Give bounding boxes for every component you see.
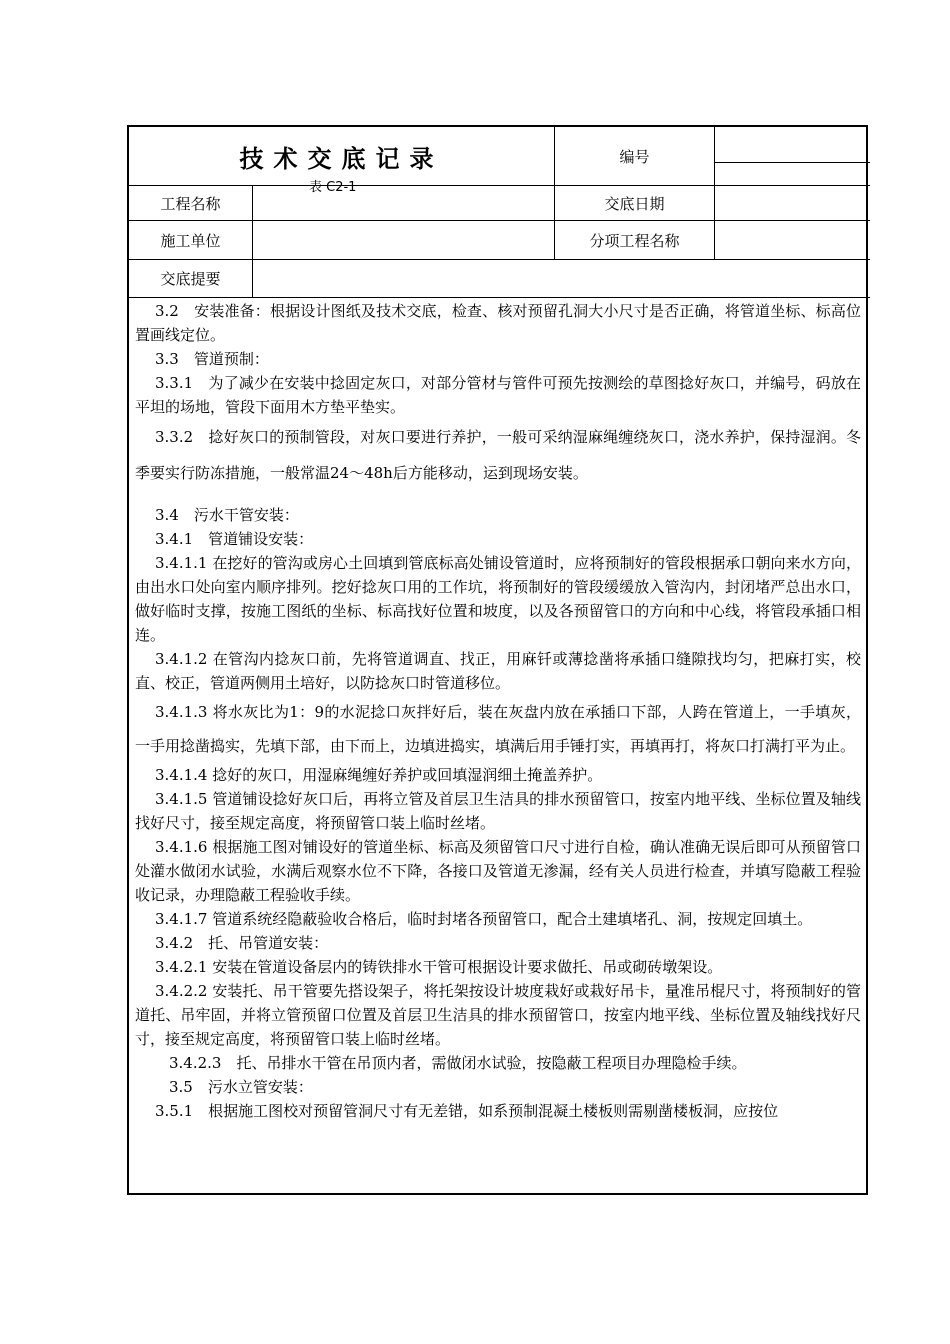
date-label: 交底日期 bbox=[604, 194, 665, 213]
paragraph: 3.4.1.3 将水灰比为1：9的水泥捻口灰拌好后，装在灰盘内放在承插口下部，人跨在管道上，一手填灰，一手用捻凿捣实，先填下部，由下而上，边填进捣实，填满后用手锤打实，再填再打，将灰口打满打平为止。 bbox=[135, 703, 861, 755]
paragraph: 3.4.1.1 在挖好的管沟或房心土回填到管底标高处铺设管道时，应将预制好的管段根据承口朝向来水方向，由出水口处向室内顺序排列。挖好捻灰口用的工作坑，将预制好的管段缓缓放入管沟内，封闭堵严总出水口，做好临时支撑，按施工图纸的坐标、标高找好位置和坡度，以及各预留管口的方向和中心线，将管段承插口相连。 bbox=[135, 554, 861, 644]
form-title: 技术交底记录 bbox=[239, 144, 444, 173]
number-label: 编号 bbox=[619, 147, 650, 166]
paragraph: 3.4.1.5 管道铺设捻好灰口后，再将立管及首层卫生洁具的排水预留管口，按室内地平线、坐标位置及轴线找好尺寸，接至规定高度，将预留管口装上临时丝堵。 bbox=[135, 790, 861, 832]
form-subtitle: 表 C2-1 bbox=[309, 180, 357, 195]
summary-label: 交底提要 bbox=[160, 270, 221, 288]
paragraph: 3.4.2.1 安装在管道设备层内的铸铁排水干管可根据设计要求做托、吊或砌砖墩架设。 bbox=[155, 958, 723, 976]
number-value bbox=[715, 127, 870, 162]
paragraph: 3.3 管道预制： bbox=[155, 350, 269, 368]
row-divider bbox=[129, 297, 870, 298]
project-name-value bbox=[253, 186, 554, 220]
summary-value bbox=[253, 260, 870, 297]
unit-value bbox=[253, 221, 554, 259]
paragraph: 3.4.1.6 根据施工图对铺设好的管道坐标、标高及须留管口尺寸进行自检，确认准确无误后即可从预留管口处灌水做闭水试验，水满后观察水位不下降，各接口及管道无渗漏，经有关人员进行检查，并填写隐蔽工程验收记录，办理隐蔽工程验收手续。 bbox=[135, 838, 861, 904]
date-value bbox=[715, 186, 870, 220]
paragraph: 3.4.1.2 在管沟内捻灰口前，先将管道调直、找正，用麻钎或薄捻凿将承插口缝隙找均匀，把麻打实，校直、校正，管道两侧用土培好，以防捻灰口时管道移位。 bbox=[135, 650, 861, 692]
subproject-label: 分项工程名称 bbox=[589, 231, 680, 250]
paragraph: 3.4.2.2 安装托、吊干管要先搭设架子，将托架按设计坡度栽好或栽好吊卡，量准吊棍尺寸，将预制好的管道托、吊牢固，并将立管预留口位置及首层卫生洁具的排水预留管口，按室内地平线、坐标位置及轴线找好尺寸，接至规定高度，将预留管口装上临时丝堵。 bbox=[135, 982, 861, 1048]
paragraph: 3.4.2 托、吊管道安装： bbox=[155, 934, 329, 952]
paragraph: 3.4.1.4 捻好的灰口，用湿麻绳缠好养护或回填湿润细土掩盖养护。 bbox=[155, 766, 603, 784]
paragraph: 3.3.1 为了减少在安装中捻固定灰口，对部分管材与管件可预先按测绘的草图捻好灰口，并编号，码放在平坦的场地，管段下面用木方垫平垫实。 bbox=[135, 374, 861, 416]
paragraph: 3.4.1.7 管道系统经隐蔽验收合格后，临时封堵各预留管口，配合土建填堵孔、洞，按规定回填土。 bbox=[155, 910, 813, 928]
unit-label: 施工单位 bbox=[160, 231, 221, 250]
record-form bbox=[127, 125, 868, 1195]
paragraph: 3.3.2 捻好灰口的预制管段，对灰口要进行养护，一般可采纳湿麻绳缠绕灰口，浇水养护，保持湿润。冬季要实行防冻措施，一般常温24～48h后方能移动，运到现场安装。 bbox=[135, 428, 861, 482]
subproject-value bbox=[715, 221, 870, 259]
paragraph: 3.5.1 根据施工图校对预留管洞尺寸有无差错，如系预制混凝土楼板则需剔凿楼板洞，应按位 bbox=[155, 1102, 779, 1120]
project-name-label: 工程名称 bbox=[160, 194, 221, 213]
paragraph: 3.2 安装准备：根据设计图纸及技术交底，检查、核对预留孔洞大小尺寸是否正确，将管道坐标、标高位置画线定位。 bbox=[135, 302, 861, 344]
paragraph: 3.4 污水干管安装： bbox=[155, 506, 299, 524]
document-body bbox=[135, 299, 861, 1123]
paragraph: 3.5 污水立管安装： bbox=[169, 1078, 313, 1096]
paragraph: 3.4.2.3 托、吊排水干管在吊顶内者，需做闭水试验，按隐蔽工程项目办理隐检手续。 bbox=[169, 1054, 747, 1072]
paragraph: 3.4.1 管道铺设安装： bbox=[155, 530, 314, 548]
number-divider bbox=[714, 162, 870, 163]
